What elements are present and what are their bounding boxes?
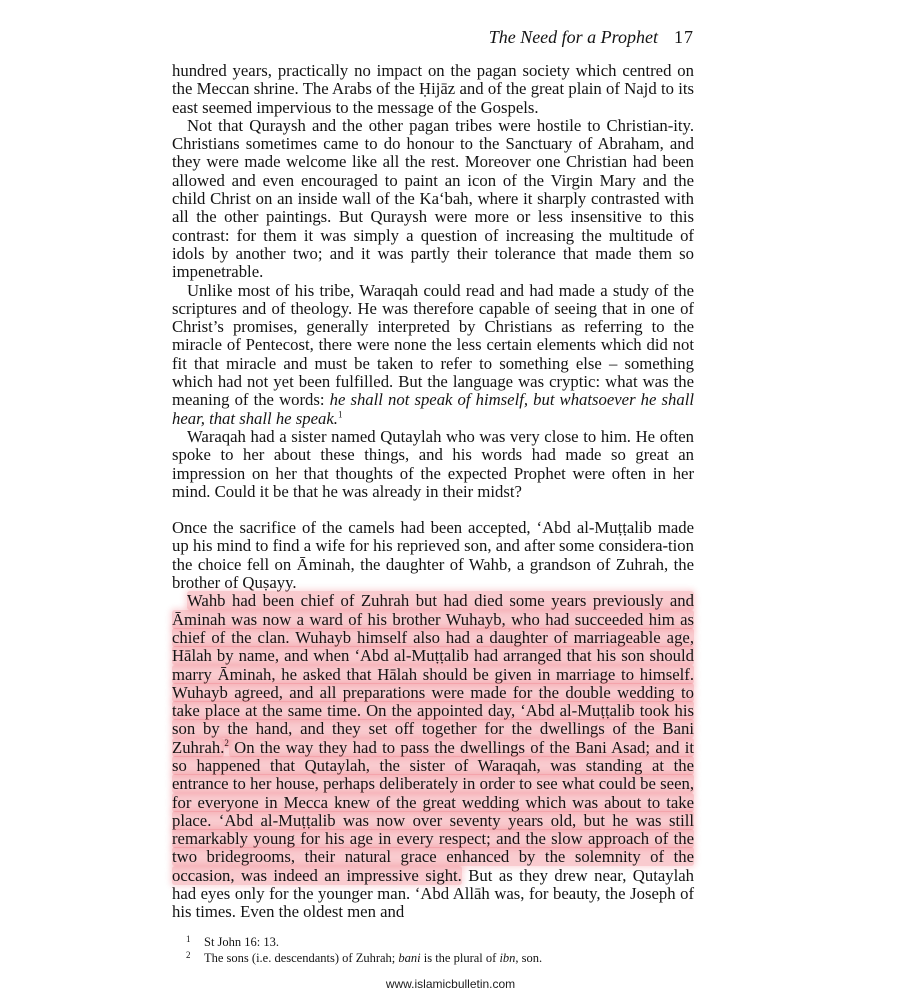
footnote-ref: 2 xyxy=(224,738,229,749)
highlighted-text: On the way they had to pass the dwellings of the Bani Asad; and it so happened that Qutaylah, the sister of Waraqah, was standing at the entrance to her house, perhaps deliberately in order to see what could be seen, for everyone in Mecca knew of the great wedding which was about to take place. ‘Abd al-Muṭṭalib was now over seventy years old, but he was still remarkably young for his age in every respect; and the slow approach of the two bridegrooms, their natural grace enhanced by the solemnity of the occasion, was indeed an impressive sight. xyxy=(172,737,694,885)
text-run: The sons (i.e. descendants) of Zuhrah; xyxy=(204,950,399,965)
highlighted-text: Wahb had been chief of Zuhrah but had died some years previously and Āminah was now a ward of his brother Wuhayb, who had succeeded him as chief of the clan. Wuhayb himself also had a daughter of marriageable age, Hālah by name, and when ‘Abd al-Muṭṭalib had arranged that his son should marry Āminah, he asked that Hālah should be given in marriage to himself. Wuhayb agreed, and all preparations were made for the double wedding to take place at the same time. On the appointed day, ‘Abd al-Muṭṭalib took his son by the hand, and they set off together for the dwellings of the Bani Zuhrah. xyxy=(172,591,694,757)
footnote-mark: 1 xyxy=(186,934,191,944)
footnote-ref: 1 xyxy=(337,409,343,420)
chapter-title: The Need for a Prophet xyxy=(488,27,658,47)
text-run: Not that Quraysh and the other pagan tribes were hostile to Christian-ity. Christians sometimes came to do honour to the Sanctuary of Abraham, and they were made welcome like all the rest. Moreover one Christian had been allowed and even encouraged to paint an icon of the Virgin Mary and the child Christ on an inside wall of the Ka‘bah, where it sharply contrasted with all the other paintings. But Quraysh were more or less insensitive to this contrast: for them it was simply a question of increasing the multitude of idols by another two; and it was partly their tolerance that made them so impenetrable. xyxy=(172,115,694,282)
italic-text: ibn xyxy=(499,950,516,965)
text-run: Unlike most of his tribe, Waraqah could read and had made a study of the scriptures and of theology. He was therefore capable of seeing that in one of Christ’s promises, generally interpreted by Christians as referring to the miracle of Pentecost, there were none the less certain elements which did not fit that miracle and must be taken to refer to something else – something which had not yet been fulfilled. But the language was cryptic: what was the meaning of the words: xyxy=(172,280,694,410)
footnotes xyxy=(186,935,706,966)
text-run: hundred years, practically no impact on the pagan society which centred on the Meccan shrine. The Arabs of the Ḥijāz and of the great plain of Najd to its east seemed impervious to the message of the Gospels. xyxy=(172,61,694,117)
italic-text: he shall not speak of himself, but whatsoever he shall hear, that shall he speak. xyxy=(172,390,694,428)
paragraph xyxy=(172,62,694,117)
text-run: is the plural of xyxy=(420,950,500,965)
paragraph xyxy=(172,117,694,282)
footnote-text xyxy=(204,935,279,951)
text-run: But as they drew near, Qutaylah had eyes only for the younger man. ‘Abd Allāh was, for beauty, the Joseph of his times. Even the oldest men and xyxy=(172,865,694,922)
footnote-text xyxy=(204,951,542,967)
paragraph xyxy=(172,282,694,428)
body-text xyxy=(172,62,694,922)
running-head xyxy=(172,26,694,48)
footnote xyxy=(186,951,706,967)
text-run: St John 16: 13. xyxy=(204,935,280,949)
text-run: , son. xyxy=(515,950,543,965)
footnote-mark: 2 xyxy=(186,949,191,960)
page-number: 17 xyxy=(674,27,694,47)
website-watermark: www.islamicbulletin.com xyxy=(385,977,516,991)
paragraph xyxy=(172,428,694,501)
footnote xyxy=(186,935,706,951)
text-run: Once the sacrifice of the camels had been accepted, ‘Abd al-Muṭṭalib made up his mind to find a wife for his reprieved son, and after some considera-tion the choice fell on Āminah, the daughter of Wahb, a grandson of Zuhrah, the brother of Quṣayy. xyxy=(172,518,694,593)
italic-text: bani xyxy=(398,950,421,965)
paragraph xyxy=(172,592,694,921)
paragraph xyxy=(172,519,694,592)
text-run: Waraqah had a sister named Qutaylah who was very close to him. He often spoke to her about these things, and his words had made so great an impression on her that thoughts of the expected Prophet were often in her mind. Could it be that he was already in their midst? xyxy=(172,426,694,501)
